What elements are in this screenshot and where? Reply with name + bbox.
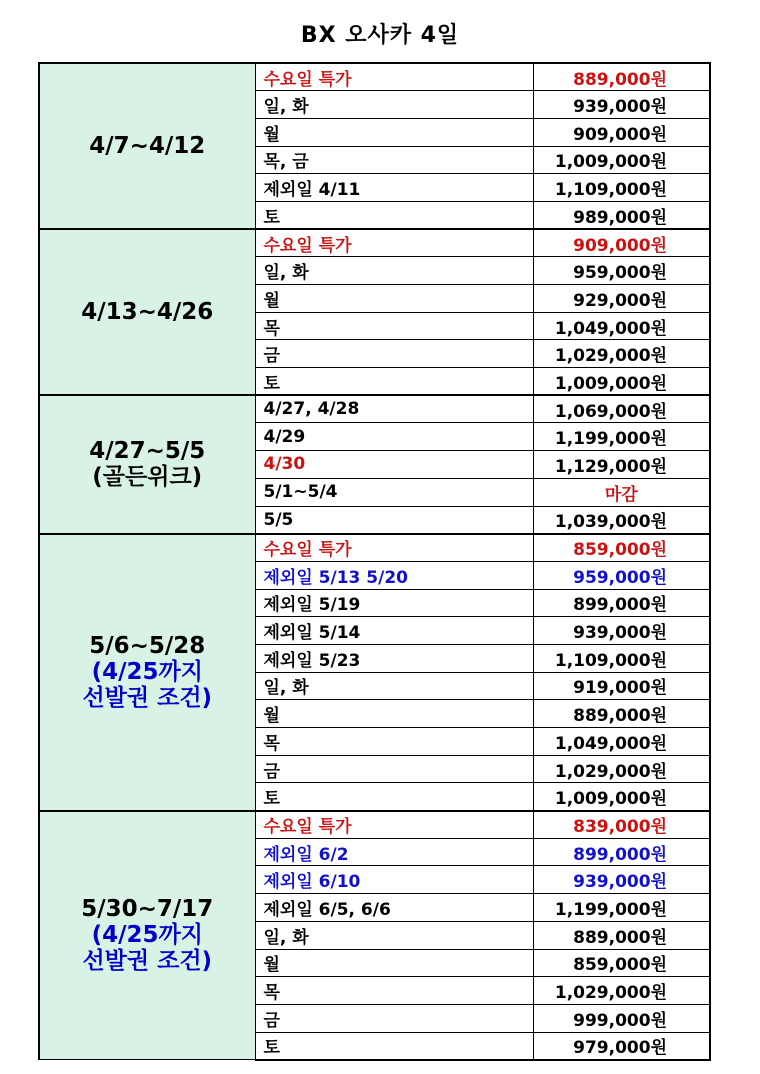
price-value: 899,000원	[533, 589, 710, 617]
price-value: 989,000원	[533, 201, 710, 229]
day-label: 수요일 특가	[255, 229, 533, 257]
period-cell	[39, 63, 255, 229]
day-label: 제외일 5/19	[255, 589, 533, 617]
day-label: 목	[255, 977, 533, 1005]
table-row	[39, 63, 710, 91]
table-row	[39, 395, 710, 423]
day-label: 금	[255, 340, 533, 368]
price-value: 1,049,000원	[533, 312, 710, 340]
day-label: 토	[255, 368, 533, 396]
day-label: 월	[255, 118, 533, 146]
period-label: 4/13~4/26	[81, 299, 214, 326]
price-value: 마감	[533, 478, 710, 506]
day-label: 제외일 6/2	[255, 838, 533, 866]
day-label: 일, 화	[255, 91, 533, 119]
period-cell	[39, 395, 255, 533]
day-label: 월	[255, 285, 533, 313]
day-label: 수요일 특가	[255, 811, 533, 839]
period-label: 선발권 조건)	[82, 685, 213, 712]
page-title: BX 오사카 4일	[300, 23, 460, 48]
period-cell	[39, 811, 255, 1060]
table-row	[39, 811, 710, 839]
day-label: 5/1~5/4	[255, 478, 533, 506]
period-cell	[39, 534, 255, 811]
price-table	[38, 62, 711, 1061]
day-label: 제외일 6/5, 6/6	[255, 894, 533, 922]
day-label: 4/29	[255, 423, 533, 451]
day-label: 4/30	[255, 451, 533, 479]
day-label: 월	[255, 949, 533, 977]
day-label: 금	[255, 755, 533, 783]
day-label: 목, 금	[255, 146, 533, 174]
price-value: 1,199,000원	[533, 894, 710, 922]
price-value: 999,000원	[533, 1004, 710, 1032]
price-value: 839,000원	[533, 811, 710, 839]
price-value: 889,000원	[533, 921, 710, 949]
price-value: 1,009,000원	[533, 783, 710, 811]
price-value: 1,029,000원	[533, 755, 710, 783]
table-row	[39, 534, 710, 562]
day-label: 제외일 5/14	[255, 617, 533, 645]
day-label: 일, 화	[255, 921, 533, 949]
price-value: 1,039,000원	[533, 506, 710, 534]
price-value: 909,000원	[533, 229, 710, 257]
day-label: 토	[255, 783, 533, 811]
price-value: 1,009,000원	[533, 368, 710, 396]
day-label: 5/5	[255, 506, 533, 534]
day-label: 제외일 6/10	[255, 866, 533, 894]
price-value: 1,049,000원	[533, 728, 710, 756]
price-value: 959,000원	[533, 561, 710, 589]
price-value: 859,000원	[533, 534, 710, 562]
day-label: 금	[255, 1004, 533, 1032]
day-label: 토	[255, 1032, 533, 1060]
day-label: 월	[255, 700, 533, 728]
period-label: (골든위크)	[92, 464, 203, 491]
period-label: 5/6~5/28	[89, 633, 206, 660]
price-value: 859,000원	[533, 949, 710, 977]
day-label: 제외일 5/13 5/20	[255, 561, 533, 589]
price-value: 1,009,000원	[533, 146, 710, 174]
period-label: 4/7~4/12	[89, 133, 206, 160]
day-label: 수요일 특가	[255, 534, 533, 562]
day-label: 목	[255, 312, 533, 340]
price-value: 979,000원	[533, 1032, 710, 1060]
price-value: 1,109,000원	[533, 174, 710, 202]
period-label: 선발권 조건)	[82, 948, 213, 975]
price-value: 1,069,000원	[533, 395, 710, 423]
day-label: 토	[255, 201, 533, 229]
price-value: 1,129,000원	[533, 451, 710, 479]
price-value: 919,000원	[533, 672, 710, 700]
period-label: (4/25까지	[91, 922, 203, 949]
price-value: 939,000원	[533, 617, 710, 645]
price-value: 939,000원	[533, 866, 710, 894]
period-label: (4/25까지	[91, 659, 203, 686]
price-value: 909,000원	[533, 118, 710, 146]
table-body	[39, 63, 710, 1060]
day-label: 일, 화	[255, 672, 533, 700]
price-value: 1,029,000원	[533, 340, 710, 368]
day-label: 수요일 특가	[255, 63, 533, 91]
price-value: 1,109,000원	[533, 644, 710, 672]
price-value: 889,000원	[533, 700, 710, 728]
price-value: 899,000원	[533, 838, 710, 866]
price-value: 1,029,000원	[533, 977, 710, 1005]
day-label: 4/27, 4/28	[255, 395, 533, 423]
price-value: 889,000원	[533, 63, 710, 91]
day-label: 제외일 5/23	[255, 644, 533, 672]
price-value: 959,000원	[533, 257, 710, 285]
price-value: 929,000원	[533, 285, 710, 313]
period-label: 4/27~5/5	[89, 438, 206, 465]
day-label: 목	[255, 728, 533, 756]
price-value: 1,199,000원	[533, 423, 710, 451]
period-cell	[39, 229, 255, 395]
price-value: 939,000원	[533, 91, 710, 119]
day-label: 제외일 4/11	[255, 174, 533, 202]
day-label: 일, 화	[255, 257, 533, 285]
period-label: 5/30~7/17	[81, 896, 214, 923]
table-row	[39, 229, 710, 257]
